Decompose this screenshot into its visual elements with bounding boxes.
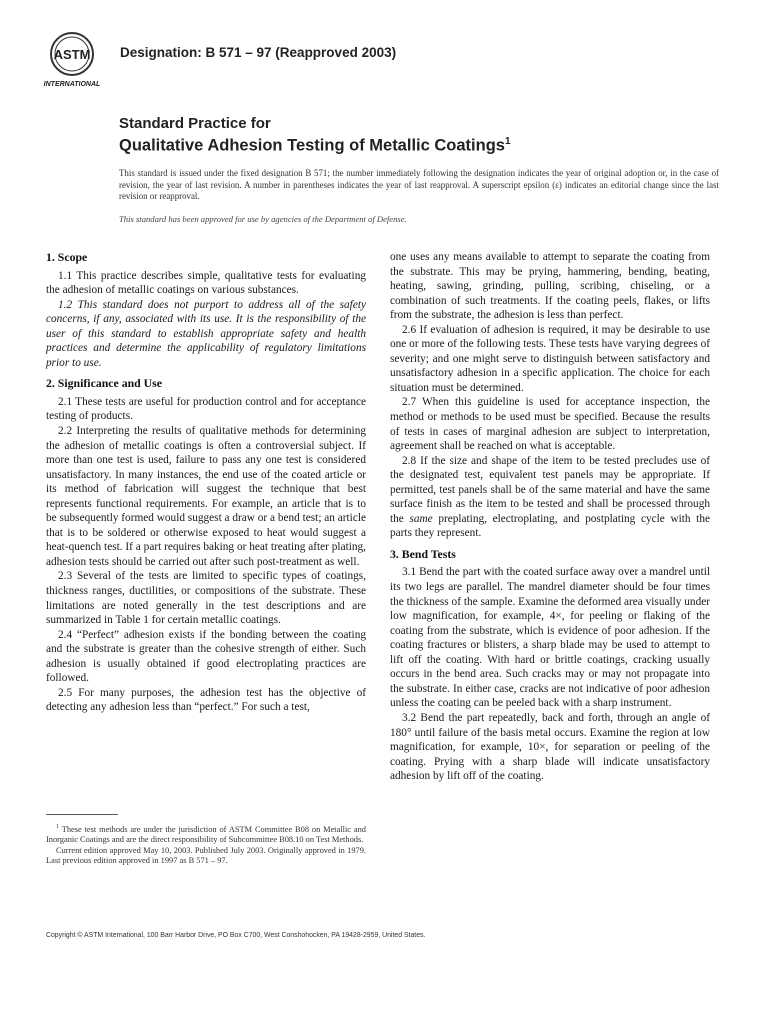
paragraph-2-8-text-a: 2.8 If the size and shape of the item to be tested precludes use of the designated test, equivalent test panels may be appropriate. If permitted, test panels shall be of the same material and have the same surface finish as the item to be tested and shall be processed through the [390,454,710,525]
left-column [46,250,366,715]
document-title [119,115,719,155]
section-heading-bend-tests: 3. Bend Tests [390,546,456,561]
paragraph-2-5: 2.5 For many purposes, the adhesion test has the objective of detecting any adhesion less than “perfect.” For such a test, [46,686,366,714]
paragraph-2-4: 2.4 “Perfect” adhesion exists if the bonding between the coating and the substrate is greater than the cohesive strength of either. Such adhesion is usually obtained if good electroplating practices are followed. [46,628,366,685]
paragraph-2-8-text-b: preplating, electroplating, and postplating cycle with the parts they represent. [390,512,710,540]
footnote [46,822,366,867]
section-heading-scope: 1. Scope [46,250,88,264]
paragraph-2-1: 2.1 These tests are useful for production control and for acceptance testing of products. [46,395,366,423]
paragraph-2-5-continued: one uses any means available to attempt to separate the coating from the substrate. This may be prying, hammering, bending, beating, heating, sawing, grinding, pulling, scribing, chiseling, or a combination of such treatments. If the coating peels, flakes, or lifts from the substrate, the adhesion is less than perfect. [390,251,710,322]
paragraph-1-2: 1.2 This standard does not purport to address all of the safety concerns, if any, associated with its use. It is the responsibility of the user of this standard to establish appropriate safety and health practices and determine the applicability of regulatory limitations prior to use. [46,298,366,369]
designation: Designation: B 571 – 97 (Reapproved 2003) [120,45,397,60]
paragraph-1-1: 1.1 This practice describes simple, qualitative tests for evaluating the adhesion of metallic coatings on various substances. [46,269,366,297]
paragraph-3-1: 3.1 Bend the part with the coated surface away over a mandrel until its two legs are parallel. The mandrel diameter should be four times the thickness of the sample. Examine the deformed area visually under low magnification, for example, 4×, for peeling or flaking of the coating from the substrate, which is evidence of poor adhesion. If the coating fractures or blisters, a sharp blade may be used to attempt to lift off the coating. With hard or brittle coatings, cracking usually occurs in the bend area. Such cracks may or may not propagate into the substrate. In either case, cracks are not indicative of poor adhesion unless the coating can be peeled back with a sharp instrument. [390,566,710,710]
footnote-1 [46,822,366,846]
footnote-divider [46,814,118,815]
copyright-notice: Copyright © ASTM International, 100 Barr Harbor Drive, PO Box C700, West Conshohocken, PA 19428-2959, United States. [46,932,426,939]
title-line-1: Standard Practice for [119,115,271,132]
paragraph-2-8 [390,454,710,541]
svg-text:ASTM: ASTM [53,47,91,62]
issue-note: This standard is issued under the fixed designation B 571; the number immediately following the designation indicates the year of original adoption or, in the case of revision, the year of last revision. A number in parentheses indicates the year of last reapproval. A superscript epsilon (ε) indicates an editorial change since the last revision or reapproval. [119,168,719,201]
paragraph-2-7: 2.7 When this guideline is used for acceptance inspection, the method or methods to be used must be specified. Because the results of tests in cases of marginal adhesion are subject to interpretation, agreement shall be reached on what is acceptable. [390,396,710,453]
footnote-2: Current edition approved May 10, 2003. Published July 2003. Originally approved in 1979. Last previous edition approved in 1997 as B 571 – 97. [46,845,366,866]
dod-approval-note: This standard has been approved for use by agencies of the Department of Defense. [119,214,407,224]
astm-logo-icon [32,30,114,94]
title-footnote-mark: 1 [504,136,511,147]
paragraph-2-8-emphasis: same [409,512,433,525]
section-heading-significance: 2. Significance and Use [46,376,163,391]
title-text: Qualitative Adhesion Testing of Metallic Coatings [119,136,505,155]
paragraph-2-6: 2.6 If evaluation of adhesion is required, it may be desirable to use one or more of the following tests. These tests have varying degrees of severity; and one might serve to distinguish between satisfactory and unsatisfactory adhesion in a specific application. The choice for each situation must be determined. [390,323,710,394]
title-line-2 [119,133,719,155]
paragraph-3-2: 3.2 Bend the part repeatedly, back and forth, through an angle of 180° until failure of the basis metal occurs. Examine the region at low magnification, for example, 10×, for separation or peeling of the coating. Prying with a sharp blade will indicate unsatisfactory adhesion by lift off of the coating. [390,711,710,783]
footnote-1-text: These test methods are under the jurisdiction of ASTM Committee B08 on Metallic and Inorganic Coatings and are the direct responsibility of Subcommittee B08.10 on Test Methods. [46,824,366,845]
footnote-mark: 1 [56,824,59,830]
svg-text:INTERNATIONAL: INTERNATIONAL [43,81,101,88]
right-column [390,250,710,784]
paragraph-2-2: 2.2 Interpreting the results of qualitative methods for determining the adhesion of metallic coatings is often a controversial subject. If more than one test is used, failure to pass any one test is considered unsatisfactory. In many instances, the end use of the coated article or its method of fabrication will suggest the technique that best represents functional requirements. For example, an article that is to be subsequently formed would suggest a draw or a bend test; an article that is to be soldered or otherwise exposed to heat would suggest a heat-quench test. If a part requires baking or heat treating after plating, adhesion tests should be carried out after such post-treatment as well. [46,425,366,568]
paragraph-2-3: 2.3 Several of the tests are limited to specific types of coatings, thickness ranges, ductilities, or compositions of the substrate. These limitations are noted generally in the test descriptions and are summarized in Table 1 for certain metallic coatings. [46,570,366,627]
